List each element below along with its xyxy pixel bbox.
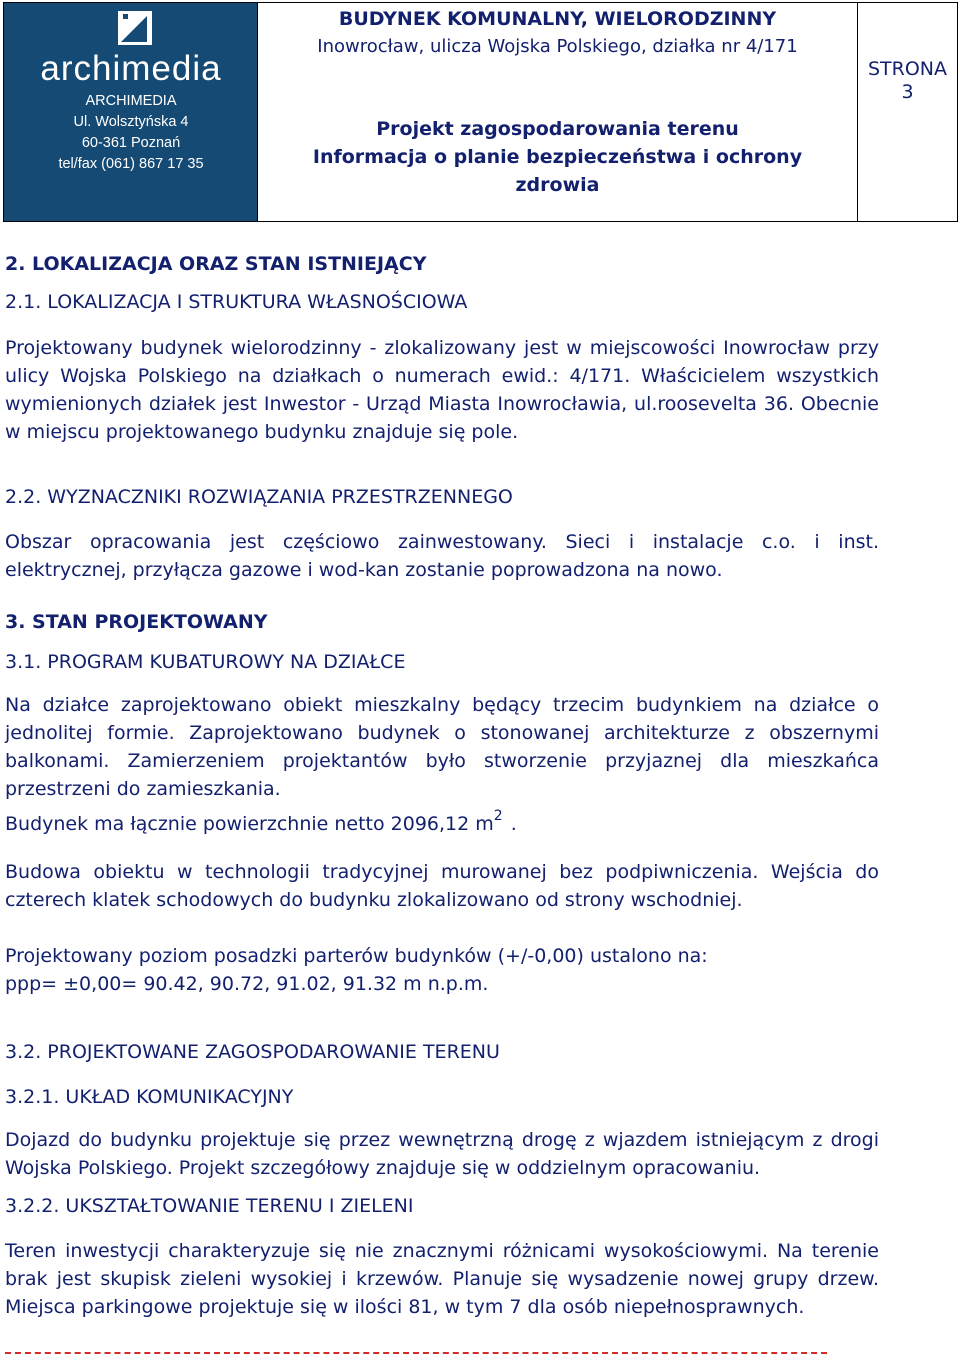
paragraph: Projektowany poziom posadzki parterów budynków (+/-0,00) ustalono na: — [5, 945, 708, 967]
subsection-heading: 3.2.1. UKŁAD KOMUNIKACYJNY — [5, 1086, 294, 1108]
paragraph: Projektowany budynek wielorodzinny - zlokalizowany jest w miejscowości Inowrocław przy ulicy Wojska Polskiego na działkach o numerach ewid.: 4/171. Właścicielem wszystkich wymienionych działek jest Inwestor - Urząd Miasta Inowrocławia, ul.roosevelta 36. Obecnie w miejscu projektowanego budynku znajduje się pole. — [5, 337, 879, 443]
address-line: Ul. Wolsztyńska 4 — [73, 114, 189, 130]
project-title-line: Informacja o planie bezpieczeństwa i ochrony — [312, 146, 803, 168]
section-heading: 3. STAN PROJEKTOWANY — [5, 611, 268, 633]
building-title: BUDYNEK KOMUNALNY, WIELORODZINNY — [338, 8, 777, 30]
area-end: . — [510, 813, 517, 835]
company-address — [4, 91, 258, 175]
area-text: Budynek ma łącznie powierzchnie netto 2096,12 m — [5, 813, 494, 835]
section-heading: 2. LOKALIZACJA ORAZ STAN ISTNIEJĄCY — [5, 253, 427, 275]
project-title — [258, 115, 857, 199]
project-title-line: Projekt zagospodarowania terenu — [376, 118, 739, 140]
footer-dashed-rule — [5, 1352, 827, 1354]
page-number: 3 — [901, 81, 914, 103]
subsection-heading: 3.1. PROGRAM KUBATUROWY NA DZIAŁCE — [5, 651, 406, 673]
project-title-line: zdrowia — [515, 174, 600, 196]
subsection-heading: 2.1. LOKALIZACJA I STRUKTURA WŁASNOŚCIOWA — [5, 291, 468, 313]
subsection-heading: 3.2.2. UKSZTAŁTOWANIE TERENU I ZIELENI — [5, 1195, 414, 1217]
paragraph: Dojazd do budynku projektuje się przez wewnętrzną drogę z wjazdem istniejącym z drogi Wojska Polskiego. Projekt szczegółowy znajduje się w oddzielnym opracowaniu. — [5, 1129, 879, 1179]
page-label: STRONA — [867, 58, 948, 80]
address-line: ARCHIMEDIA — [85, 93, 177, 109]
address-line: tel/fax (061) 867 17 35 — [58, 156, 204, 172]
logo-wordmark: archimedia — [40, 49, 222, 88]
building-location: Inowrocław, ulicza Wojska Polskiego, działka nr 4/171 — [317, 36, 798, 57]
paragraph: Budowa obiektu w technologii tradycyjnej murowanej bez podpiwniczenia. Wejścia do czterech klatek schodowych do budynku zlokalizowano od strony wschodniej. — [5, 861, 879, 911]
subsection-heading: 3.2. PROJEKTOWANE ZAGOSPODAROWANIE TERENU — [5, 1041, 500, 1063]
archimedia-logo-icon — [117, 10, 153, 46]
building-area-paragraph — [5, 802, 879, 838]
page-number-block — [858, 3, 957, 221]
address-line: 60-361 Poznań — [81, 135, 181, 151]
area-superscript: 2 — [493, 808, 503, 824]
paragraph: Obszar opracowania jest częściowo zainwestowany. Sieci i instalacje c.o. i inst. elektrycznej, przyłącza gazowe i wod-kan zostanie poprowadzona na nowo. — [5, 531, 879, 581]
title-block — [258, 3, 858, 221]
document-header — [3, 2, 958, 222]
company-logo-block — [4, 3, 258, 221]
paragraph: ppp= ±0,00= 90.42, 90.72, 91.02, 91.32 m n.p.m. — [5, 973, 489, 995]
paragraph: Teren inwestycji charakteryzuje się nie znacznymi różnicami wysokościowymi. Na terenie brak jest skupisk zieleni wysokiej i krzewów. Planuje się wysadzenie nowej grupy drzew. Miejsca parkingowe projektuje się w ilości 81, w tym 7 dla osób niepełnosprawnych. — [5, 1240, 879, 1318]
subsection-heading: 2.2. WYZNACZNIKI ROZWIĄZANIA PRZESTRZENNEGO — [5, 486, 513, 508]
paragraph: Na działce zaprojektowano obiekt mieszkalny będący trzecim budynkiem na działce o jednolitej formie. Zaprojektowano budynek o stonowanej architekturze z obszernymi balkonami. Zamierzeniem projektantów było stworzenie przyjaznej dla mieszkańca przestrzeni do zamieszkania. — [5, 694, 879, 800]
